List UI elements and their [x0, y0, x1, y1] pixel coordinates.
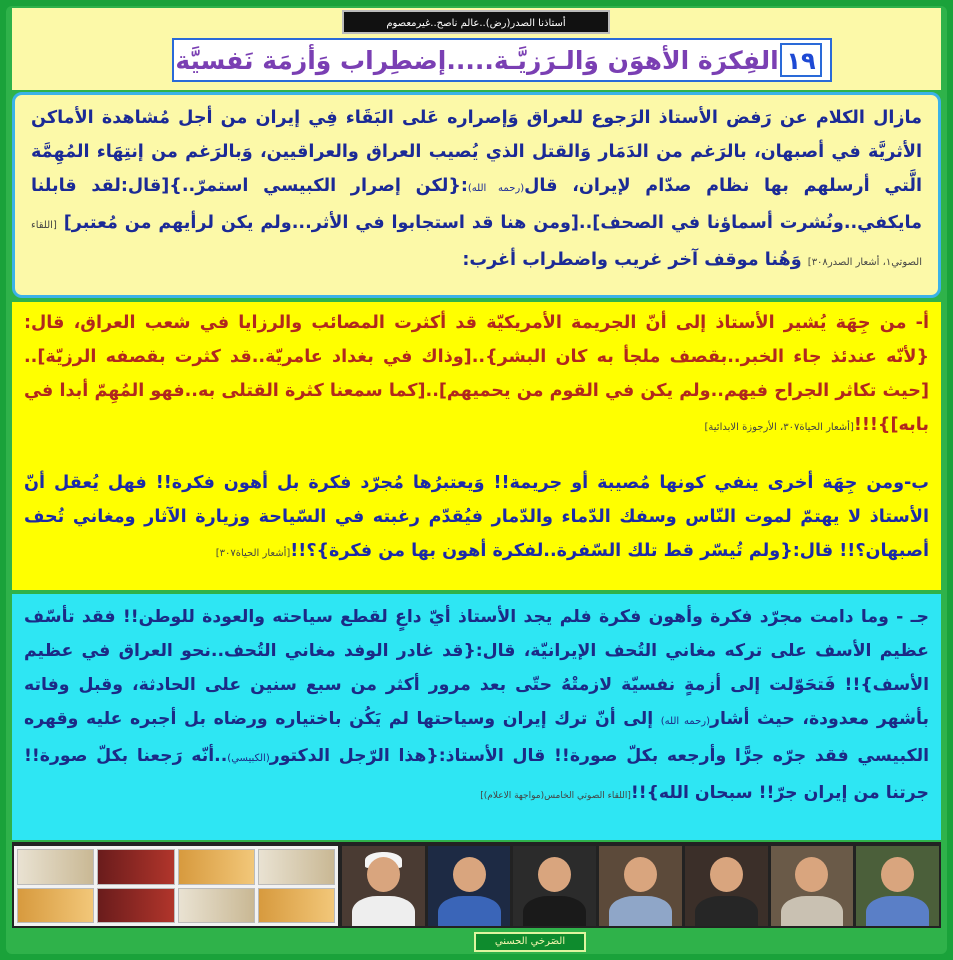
para4-quote: ..أنّه رَجعنا بكلّ صورة!! جرتنا من إيران جرّ!! سبحان الله}!! — [24, 746, 929, 803]
para1-closing: وَهُنا موقف آخر غريب واضطراب أغرب: — [462, 250, 802, 270]
page-title: الفِكرَة الأهوَن وَالـرَزيَّـة.....إضطِراب وَأزمَة نَفسيَّة — [175, 45, 779, 75]
book-cover — [258, 888, 335, 924]
paragraph-b — [24, 466, 929, 571]
article-number: ١٩ — [780, 43, 822, 77]
photo-reader — [771, 846, 854, 926]
para4-source: [اللقاء الصوتي الخامس(مواجهة الاعلام)] — [480, 791, 631, 801]
photo-reader — [513, 846, 596, 926]
book-cover — [97, 888, 174, 924]
title-box — [172, 38, 832, 82]
para4-text: جـ - وما دامت مجرّد فكرة وأهون فكرة فلم يجد الأستاذ أيّ داعٍ لقطع سياحته والعودة للوطن!! فقد تأسّف عظيم الأسف على تركه مغاني التُحف الإيرانيّة، قال:{قد غادر الوفد مغاني التُحف..نحو العراق في عظيم الأسف}!! فَتحَوّلت إلى أزمةٍ نفسيّة لازمتْهُ حتّى بعد مرور أكثر من سبع سنين على الحادثة، وقبل وفاته بأشهر معدودة، حيث أشار — [24, 607, 929, 729]
para3-source: [أشعار الحياة٣٠٧] — [215, 548, 291, 559]
para4-note: (الكبيسي) — [227, 753, 270, 764]
footer-signature: الصَرخي الحسني — [474, 932, 586, 952]
para2-source: [أشعار الحياة٣٠٧، الأرجوزة الابدائية] — [704, 422, 854, 433]
photo-reader — [599, 846, 682, 926]
book-cover — [178, 849, 255, 885]
book-cover — [97, 849, 174, 885]
book-cover — [17, 849, 94, 885]
paragraph-intro — [12, 92, 941, 298]
paragraph-c — [24, 600, 929, 813]
books-collage — [14, 846, 338, 926]
paragraph-a — [24, 306, 929, 445]
book-cover — [258, 849, 335, 885]
para1-quote: :{لكن إصرار الكبيسي استمرّ..}[قال:لقد قابلنا مايكفي..ونُشرت أسماؤنا في الصحف]..[ومن هنا قد استجابوا في الأثر...ولم يكن لرأيهم من مُعتبر] — [31, 176, 922, 233]
photo-reader — [342, 846, 425, 926]
book-cover — [17, 888, 94, 924]
photo-reader — [685, 846, 768, 926]
para1-honorific: (رحمه الله) — [467, 183, 525, 194]
para4-honorific: (رحمه الله) — [660, 716, 711, 727]
photo-reader — [428, 846, 511, 926]
top-caption: أستاذنا الصدر(رض)..عالم ناصح..غيرمعصوم — [342, 10, 610, 34]
para1-source: [اللقاء الصوتي١، أشعار الصدر٣٠٨] — [31, 220, 922, 268]
para4-text-continued: إلى أنّ ترك إيران وسياحتها لم يَكُن باختياره ورضاه بل أجبره عليه وقهره الكبيسي فقد جرّه جرًّا وأرجعه بكلّ صورة!! قال الأستاذ:{هذا الرّجل الدكتور — [24, 709, 929, 766]
book-cover — [178, 888, 255, 924]
photo-reader — [856, 846, 939, 926]
photo-collage — [342, 846, 939, 926]
para1-text: مازال الكلام عن رَفض الأستاذ الرَجوع للعراق وَإصراره عَلى البَقَاء فِي إيران من أجل مُشاهدة الأماكن الأثريَّة في أصبهان، بالرَغم من الدَمَار وَالقتل الذي يُصيب العراق والعراقيين، وَبالرَغم من إنتِهَاء المُهِمَّة الَّتي أرسلهم بها نظام صدّام لإيران، قال — [31, 108, 922, 196]
para2-text: أ- من جِهَة يُشير الأستاذ إلى أنّ الجريمة الأمريكيّة قد أكثرت المصائب والرزايا في شعب العراق، قال: {لأنّه عندئذ جاء الخبر..بقصف ملجأ به كان البشر}..[وذاك في بغداد عامريّة..قد كثرت بقصفه الرزيّة]..[حيث تكاثر الجراح فيهم..ولم يكن في القوم من يحميهم]..[كما سمعنا كثرة القتلى به..فهو المُهِمّ أبدا في بابه]}!!! — [24, 313, 929, 435]
para3-text: ب-ومن جِهَة أخرى ينفي كونها مُصيبة أو جريمة!! وَيعتبرُها مُجرّد فكرة بل أهون فكرة!! فهل يُعقل أنّ الأستاذ لا يهتمّ لموت النّاس وسفك الدّماء والدّمار فيُقدّم رغبته في السّياحة وزيارة الآثار ومغاني تُحف أصبهان؟!! قال:{ولم تُيسّر قط تلك السّفرة..لفكرة أهون بها من فكرة}؟!! — [24, 473, 929, 561]
